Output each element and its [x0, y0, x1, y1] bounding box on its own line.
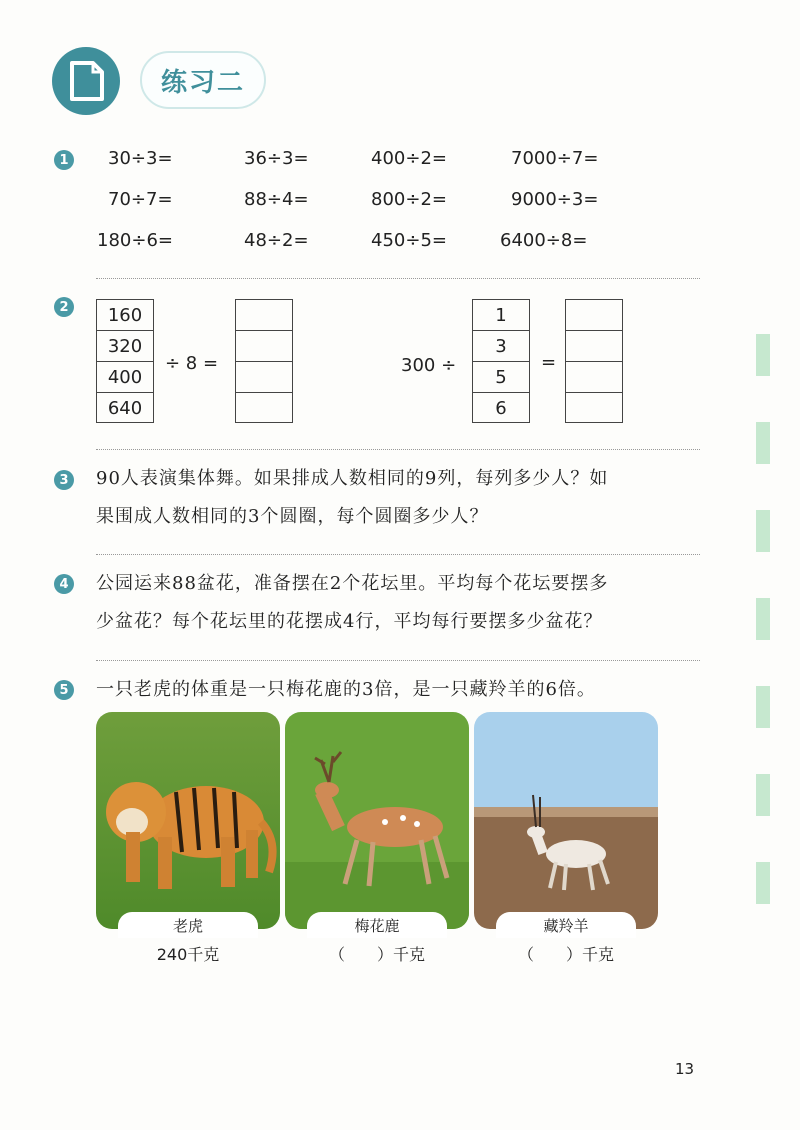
column-cell: 5: [473, 362, 529, 393]
exercise-3-badge: 3: [54, 470, 74, 490]
problem-line: 90人表演集体舞。如果排成人数相同的9列，每列多少人？如: [96, 468, 609, 489]
antelope-photo: [474, 712, 658, 929]
animal-name: 梅花鹿: [307, 912, 447, 938]
problem-line: 少盆花？每个花坛里的花摆成4行，平均每行要摆多少盆花？: [96, 611, 603, 632]
answer-cell[interactable]: [236, 331, 292, 362]
equation: 88÷4=: [244, 189, 309, 210]
animal-name: 老虎: [118, 912, 258, 938]
section-title: 练习二: [140, 51, 266, 109]
divider: [96, 278, 700, 279]
exercise-1-badge: 1: [54, 150, 74, 170]
column-cell: 400: [97, 362, 153, 393]
animal-weight: 240千克: [156, 945, 220, 964]
problem-line: 果围成人数相同的3个圆圈，每个圆圈多少人？: [96, 506, 489, 527]
problem-text: [96, 565, 608, 641]
equation: 180÷6=: [97, 230, 173, 251]
side-tab: [756, 510, 770, 552]
equation: 70÷7=: [108, 189, 173, 210]
answer-cell[interactable]: [236, 300, 292, 331]
operator: 300 ÷: [401, 355, 457, 376]
side-tab: [756, 686, 770, 728]
column-cell: 640: [107, 398, 143, 419]
column-cell: 6: [495, 398, 507, 419]
exercise-4-badge: 4: [54, 574, 74, 594]
side-tab: [756, 422, 770, 464]
exercise-2-badge: 2: [54, 297, 74, 317]
operator: ÷ 8 =: [165, 353, 219, 374]
answer-cell[interactable]: [566, 393, 622, 424]
divider: [96, 660, 700, 661]
answer-column[interactable]: [235, 299, 293, 423]
operator: =: [541, 352, 557, 373]
dividend-column: [96, 299, 154, 423]
equation: 6400÷8=: [500, 230, 588, 251]
equation: 450÷5=: [371, 230, 447, 251]
answer-cell[interactable]: [566, 362, 622, 393]
answer-cell[interactable]: [236, 362, 292, 393]
column-cell: 320: [97, 331, 153, 362]
equation: 30÷3=: [108, 148, 173, 169]
document-icon: [52, 47, 120, 115]
equation: 7000÷7=: [511, 148, 599, 169]
equation: 36÷3=: [244, 148, 309, 169]
column-cell: 3: [473, 331, 529, 362]
animal-name: 藏羚羊: [496, 912, 636, 938]
answer-cell[interactable]: [566, 331, 622, 362]
answer-cell[interactable]: [236, 393, 292, 424]
side-tab: [756, 774, 770, 816]
side-tab: [756, 334, 770, 376]
answer-cell[interactable]: [566, 300, 622, 331]
side-tab: [756, 862, 770, 904]
equation: 800÷2=: [371, 189, 447, 210]
column-cell: 1: [473, 300, 529, 331]
divider: [96, 449, 700, 450]
tiger-photo: [96, 712, 280, 929]
animal-weight: （ ）千克: [328, 945, 425, 964]
side-tab: [756, 598, 770, 640]
deer-photo: [285, 712, 469, 929]
page-number: 13: [675, 1060, 695, 1078]
problem-text: [96, 460, 608, 536]
equation: 400÷2=: [371, 148, 447, 169]
animal-weight: （ ）千克: [517, 945, 614, 964]
equation: 9000÷3=: [511, 189, 599, 210]
problem-line: 公园运来88盆花，准备摆在2个花坛里。平均每个花坛要摆多: [96, 573, 609, 594]
column-cell: 160: [97, 300, 153, 331]
divisor-column: [472, 299, 530, 423]
problem-text: 一只老虎的体重是一只梅花鹿的3倍，是一只藏羚羊的6倍。: [96, 679, 596, 700]
answer-column[interactable]: [565, 299, 623, 423]
exercise-5-badge: 5: [54, 680, 74, 700]
equation: 48÷2=: [244, 230, 309, 251]
divider: [96, 554, 700, 555]
